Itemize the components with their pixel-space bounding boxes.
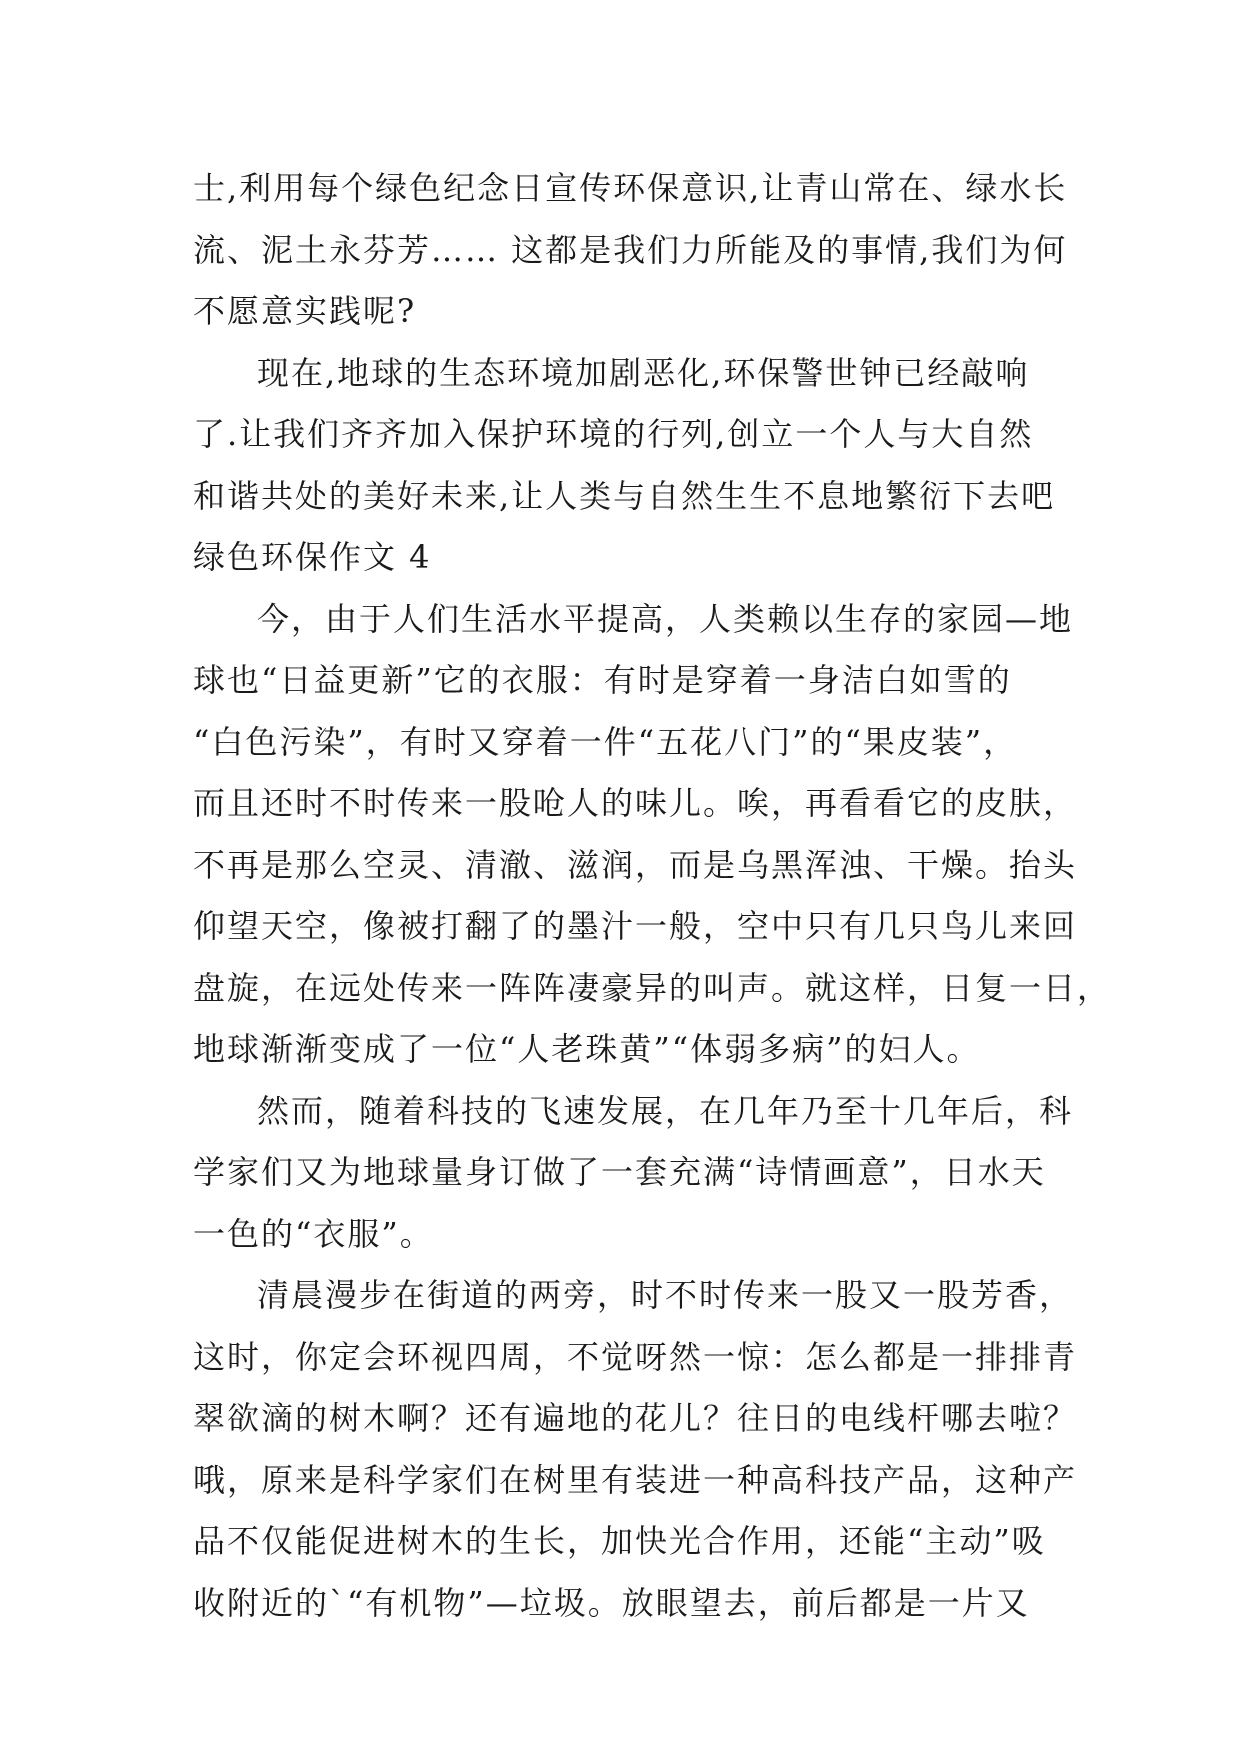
document-body: [193, 158, 1112, 1634]
text-line: 一色的“衣服”。: [193, 1214, 434, 1253]
text-line: 哦，原来是科学家们在树里有装进一种高科技产品，这种产: [193, 1460, 1078, 1499]
text-line: 流、泥土永芬芳…… 这都是我们力所能及的事情,我们为何: [193, 230, 1068, 269]
text-line: 不再是那么空灵、清澈、滋润，而是乌黑浑浊、干燥。抬头: [193, 845, 1078, 884]
text-line: 士,利用每个绿色纪念日宣传环保意识,让青山常在、绿水长: [193, 169, 1068, 207]
text-line: 和谐共处的美好未来,让人类与自然生生不息地繁衍下去吧: [193, 476, 1056, 515]
text-line: 不愿意实践呢?: [193, 292, 417, 330]
paragraph-start-line: 今，由于人们生活水平提高，人类赖以生存的家园—地: [257, 599, 1074, 638]
paragraph-start-line: 现在,地球的生态环境加剧恶化,环保警世钟已经敲响: [257, 353, 1030, 392]
text-line: “白色污染”，有时又穿着一件“五花八门”的“果皮装”，: [193, 722, 1018, 761]
text-line: 地球渐渐变成了一位“人老珠黄”“体弱多病”的妇人。: [193, 1030, 981, 1068]
text-line: 这时，你定会环视四周，不觉呀然一惊：怎么都是一排排青: [193, 1337, 1078, 1376]
text-line: 而且还时不时传来一股呛人的味儿。唉，再看看它的皮肤，: [193, 784, 1078, 822]
section-title: 绿色环保作文 4: [193, 538, 432, 576]
paragraph-start-line: 清晨漫步在街道的两旁，时不时传来一股又一股芳香，: [257, 1276, 1074, 1314]
text-line: 学家们又为地球量身订做了一套充满“诗情画意”，日水天: [193, 1153, 1046, 1191]
text-line: 翠欲滴的树木啊？还有遍地的花儿？往日的电线杆哪去啦？: [193, 1399, 1078, 1437]
text-line: 球也“日益更新”它的衣服：有时是穿着一身洁白如雪的: [193, 661, 1012, 699]
text-line: 盘旋，在远处传来一阵阵凄豪异的叫声。就这样，日复一日，: [193, 968, 1112, 1007]
paragraph-start-line: 然而，随着科技的飞速发展，在几年乃至十几年后，科: [257, 1091, 1074, 1130]
text-line: 品不仅能促进树木的生长，加快光合作用，还能“主动”吸: [193, 1522, 1046, 1560]
text-line: 了.让我们齐齐加入保护环境的行列,创立一个人与大自然: [193, 415, 1034, 453]
text-line: 收附近的`“有机物”—垃圾。放眼望去，前后都是一片又: [193, 1583, 1030, 1622]
text-line: 仰望天空，像被打翻了的墨汁一般，空中只有几只鸟儿来回: [193, 907, 1078, 945]
